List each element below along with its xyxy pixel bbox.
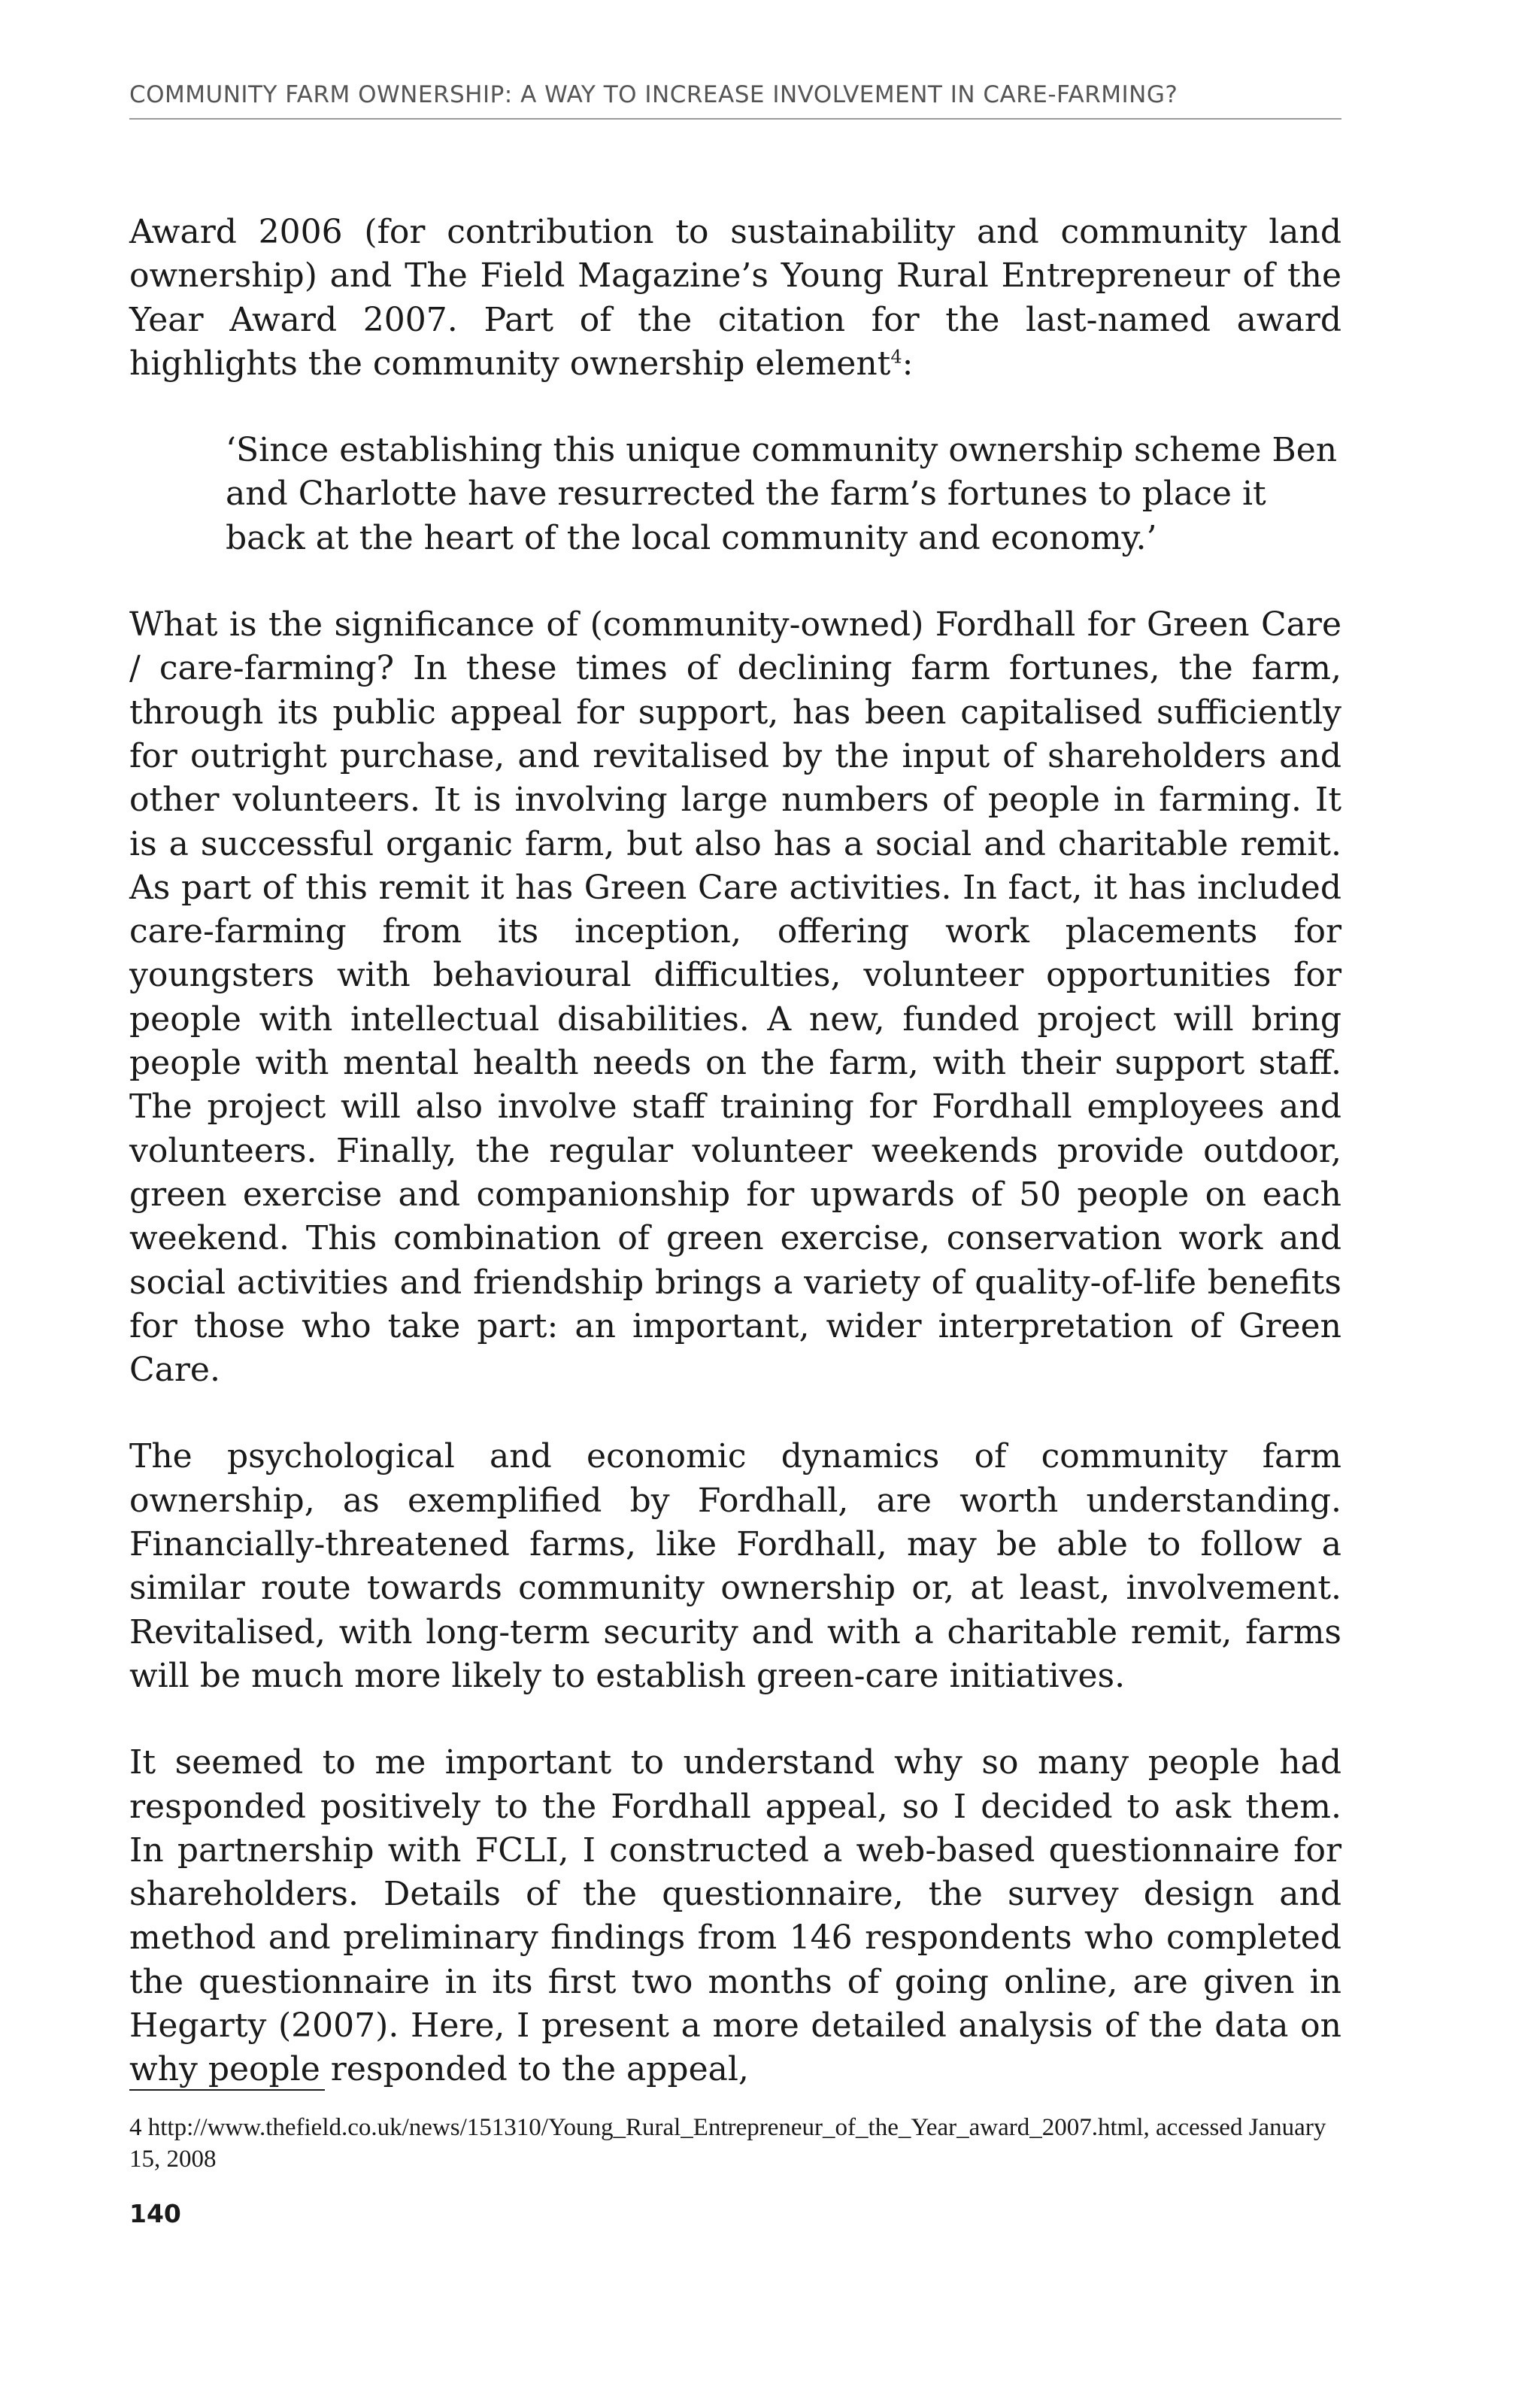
footnote-reference[interactable]: 4 xyxy=(890,346,902,368)
header-rule xyxy=(129,118,1341,120)
paragraph-award-citation-text: Award 2006 (for contribution to sustainability and community land ownership) and The Field Magazine’s Young Rural Entrepreneur of the Year Award 2007. Part of the citation for the last-named award highlights the community ownership element xyxy=(129,213,1341,383)
paragraph-award-citation xyxy=(129,211,1341,386)
paragraph-award-citation-tail: : xyxy=(902,344,914,383)
paragraph-questionnaire: It seemed to me important to understand why so many people had responded positively to the Fordhall appeal, so I decided to ask them. In partnership with FCLI, I constructed a web-based questionnaire for shareholders. Details of the questionnaire, the survey design and method and preliminary findings from 146 respondents who completed the questionnaire in its first two months of going online, are given in Hegarty (2007). Here, I present a more detailed analysis of the data on why people responded to the appeal, xyxy=(129,1743,1341,2089)
block-quote: ‘Since establishing this unique community ownership scheme Ben and Charlotte have resurrected the farm’s fortunes to place it back at the heart of the local community and economy.’ xyxy=(226,431,1338,557)
paragraph-significance: What is the significance of (community-owned) Fordhall for Green Care / care-farming? In these times of declining farm fortunes, the farm, through its public appeal for support, has been capitalised sufficiently for outright purchase, and revitalised by the input of shareholders and other volunteers. It is involving large numbers of people in farming. It is a successful organic farm, but also has a social and charitable remit. As part of this remit it has Green Care activities. In fact, it has included care-farming from its inception, offering work placements for youngsters with behavioural difficulties, volunteer opportunities for people with intellectual disabilities. A new, funded project will bring people with mental health needs on the farm, with their support staff. The project will also involve staff training for Fordhall employees and volunteers. Finally, the regular volunteer weekends provide outdoor, green exercise and companionship for upwards of 50 people on each weekend. This combination of green exercise, conservation work and social activities and friendship brings a variety of quality-of-life benefits for those who take part: an important, wider interpretation of Green Care. xyxy=(129,605,1341,1390)
page-number: 140 xyxy=(129,2199,181,2228)
footnote-rule xyxy=(129,2089,325,2091)
paragraph-dynamics: The psychological and economic dynamics of community farm ownership, as exemplified by Fordhall, are worth understanding. Financially-threatened farms, like Fordhall, may be able to follow a similar route towards community ownership or, at least, involvement. Revitalised, with long-term security and with a charitable remit, farms will be much more likely to establish green-care initiatives. xyxy=(129,1437,1341,1695)
running-header: COMMUNITY FARM OWNERSHIP: A WAY TO INCREASE INVOLVEMENT IN CARE-FARMING? xyxy=(129,81,1178,108)
footnote: 4 http://www.thefield.co.uk/news/151310/Young_Rural_Entrepreneur_of_the_Year_award_2007.html, accessed January 15, 2008 xyxy=(129,2114,1326,2173)
body-text xyxy=(129,211,1341,2135)
